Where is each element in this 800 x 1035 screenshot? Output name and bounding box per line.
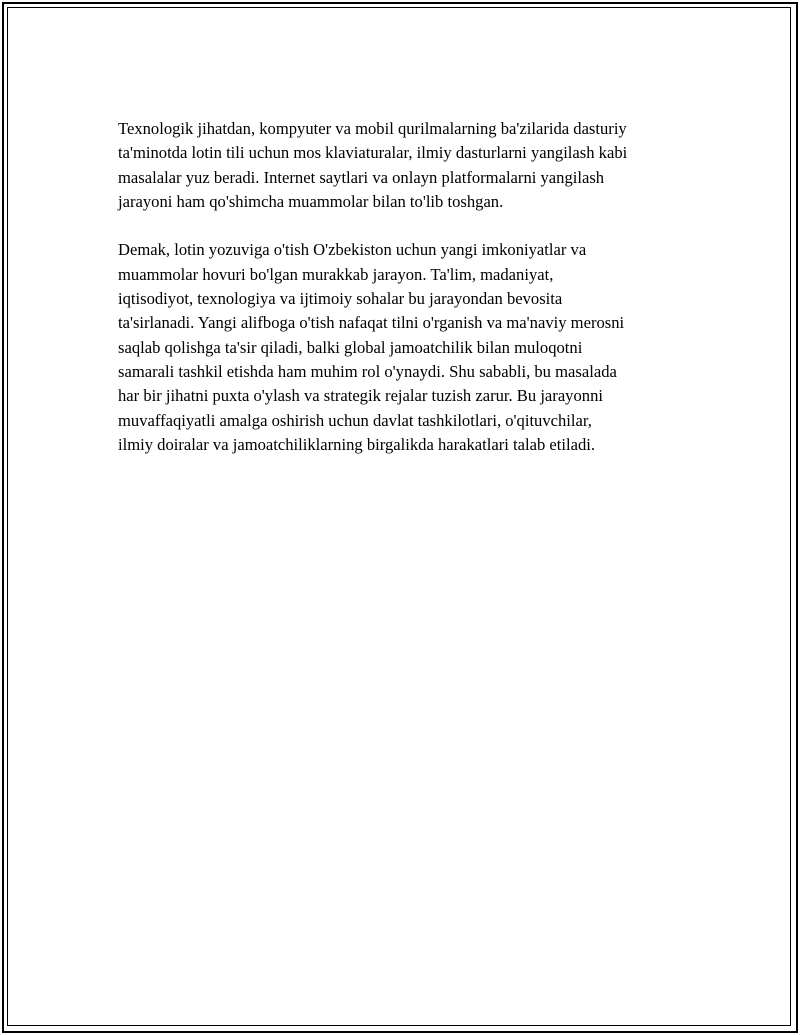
paragraph-conclusion: Demak, lotin yozuviga o'tish O'zbekiston uchun yangi imkoniyatlar va muammolar hovuri bo'lgan murakkab jarayon. Ta'lim, madaniyat, iqtisodiyot, texnologiya va ijtimoiy sohalar bu jarayondan bevosita ta'sirlanadi. Yangi alifboga o'tish nafaqat tilni o'rganish va ma'naviy merosni saqlab qolishga ta'sir qiladi, balki global jamoatchilik bilan muloqotni samarali tashkil etishda ham muhim rol o'ynaydi. Shu sababli, bu masalada har bir jihatni puxta o'ylash va strategik rejalar tuzish zarur. Bu jarayonni muvaffaqiyatli amalga oshirish uchun davlat tashkilotlari, o'qituvchilar, ilmiy doiralar va jamoatchiliklarning birgalikda harakatlari talab etiladi. [118, 240, 625, 454]
paragraph-technology: Texnologik jihatdan, kompyuter va mobil qurilmalarning ba'zilarida dasturiy ta'minotda lotin tili uchun mos klaviaturalar, ilmiy dasturlarni yangilash kabi masalalar yuz beradi. Internet saytlari va onlayn platformalarni yangilash jarayoni ham qo'shimcha muammolar bilan to'lib toshgan. [118, 119, 628, 211]
document-body [118, 117, 698, 457]
